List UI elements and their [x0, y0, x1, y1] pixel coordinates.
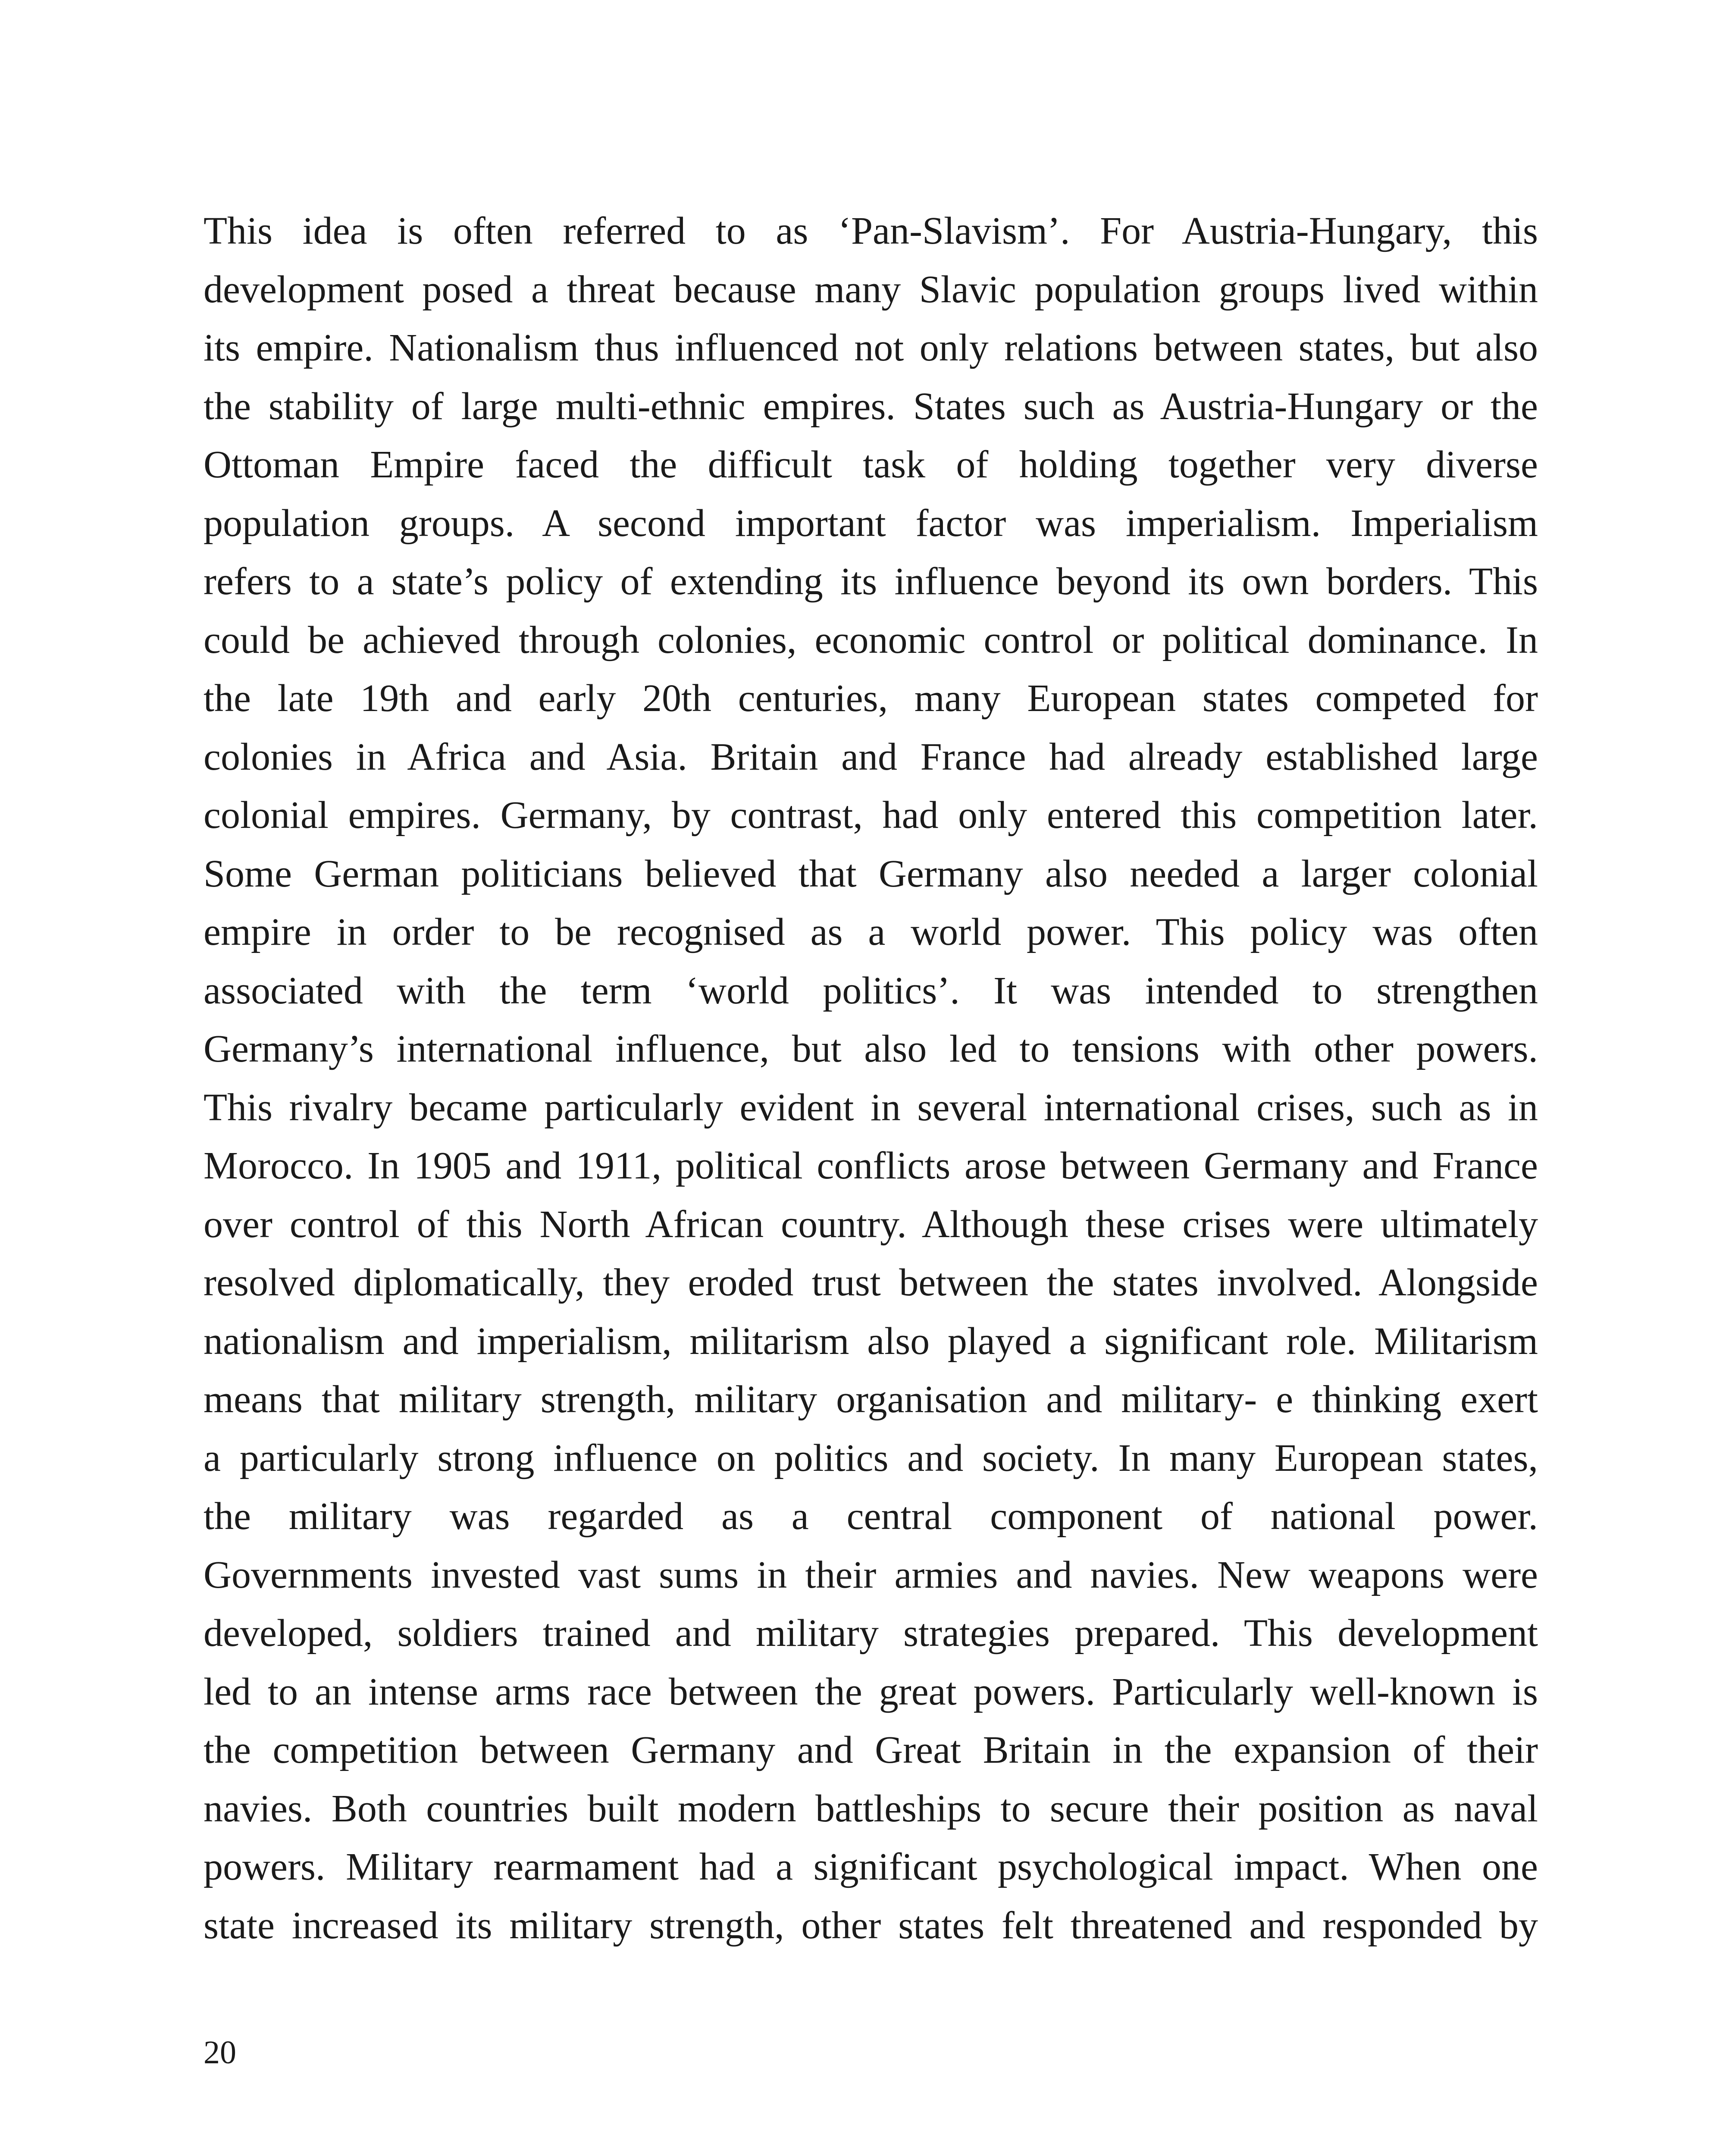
text-line: led to an intense arms race between the great powers. Particularly well-known is [204, 1670, 1538, 1713]
text-line: empire in order to be recognised as a world power. This policy was often [204, 911, 1538, 953]
text-line: nationalism and imperialism, militarism also played a significant role. Militarism [204, 1319, 1538, 1363]
text-line: colonial empires. Germany, by contrast, had only entered this competition later. [204, 794, 1538, 837]
text-line: the competition between Germany and Great Britain in the expansion of their [204, 1729, 1538, 1771]
text-line: navies. Both countries built modern battleships to secure their position as naval [204, 1787, 1538, 1830]
text-line: associated with the term ‘world politics’. It was intended to strengthen [204, 969, 1538, 1012]
text-line: developed, soldiers trained and military strategies prepared. This development [204, 1612, 1538, 1655]
text-line: the stability of large multi-ethnic empires. States such as Austria-Hungary or the [204, 385, 1538, 428]
text-line: Germany’s international influence, but also led to tensions with other powers. [204, 1028, 1538, 1070]
page-number: 20 [204, 2034, 236, 2071]
text-line: colonies in Africa and Asia. Britain and France had already established large [204, 735, 1538, 778]
text-line: the military was regarded as a central component of national power. [204, 1495, 1538, 1538]
text-line: a particularly strong influence on politics and society. In many European states, [204, 1436, 1538, 1479]
text-line: population groups. A second important factor was imperialism. Imperialism [204, 501, 1538, 545]
text-line: Ottoman Empire faced the difficult task of holding together very diverse [204, 443, 1538, 486]
text-line: its empire. Nationalism thus influenced not only relations between states, but also [204, 326, 1538, 369]
text-line: Governments invested vast sums in their armies and navies. New weapons were [204, 1553, 1538, 1596]
text-line: state increased its military strength, other states felt threatened and responded by [204, 1904, 1538, 1947]
text-line: over control of this North African country. Although these crises were ultimately [204, 1203, 1538, 1246]
text-line: Some German politicians believed that Germany also needed a larger colonial [204, 852, 1538, 895]
text-line: powers. Military rearmament had a significant psychological impact. When one [204, 1846, 1538, 1888]
text-line: Morocco. In 1905 and 1911, political conflicts arose between Germany and France [204, 1144, 1538, 1187]
text-line: This idea is often referred to as ‘Pan-Slavism’. For Austria-Hungary, this [204, 210, 1538, 252]
body-text [204, 202, 1538, 1955]
text-line: the late 19th and early 20th centuries, many European states competed for [204, 677, 1538, 720]
text-line: This rivalry became particularly evident in several international crises, such as in [204, 1086, 1538, 1129]
text-line: means that military strength, military organisation and military- e thinking exert [204, 1378, 1538, 1421]
text-line: refers to a state’s policy of extending its influence beyond its own borders. This [204, 560, 1538, 603]
text-line: development posed a threat because many Slavic population groups lived within [204, 268, 1538, 311]
text-line: resolved diplomatically, they eroded trust between the states involved. Alongside [204, 1261, 1538, 1304]
text-line: could be achieved through colonies, economic control or political dominance. In [204, 618, 1538, 661]
